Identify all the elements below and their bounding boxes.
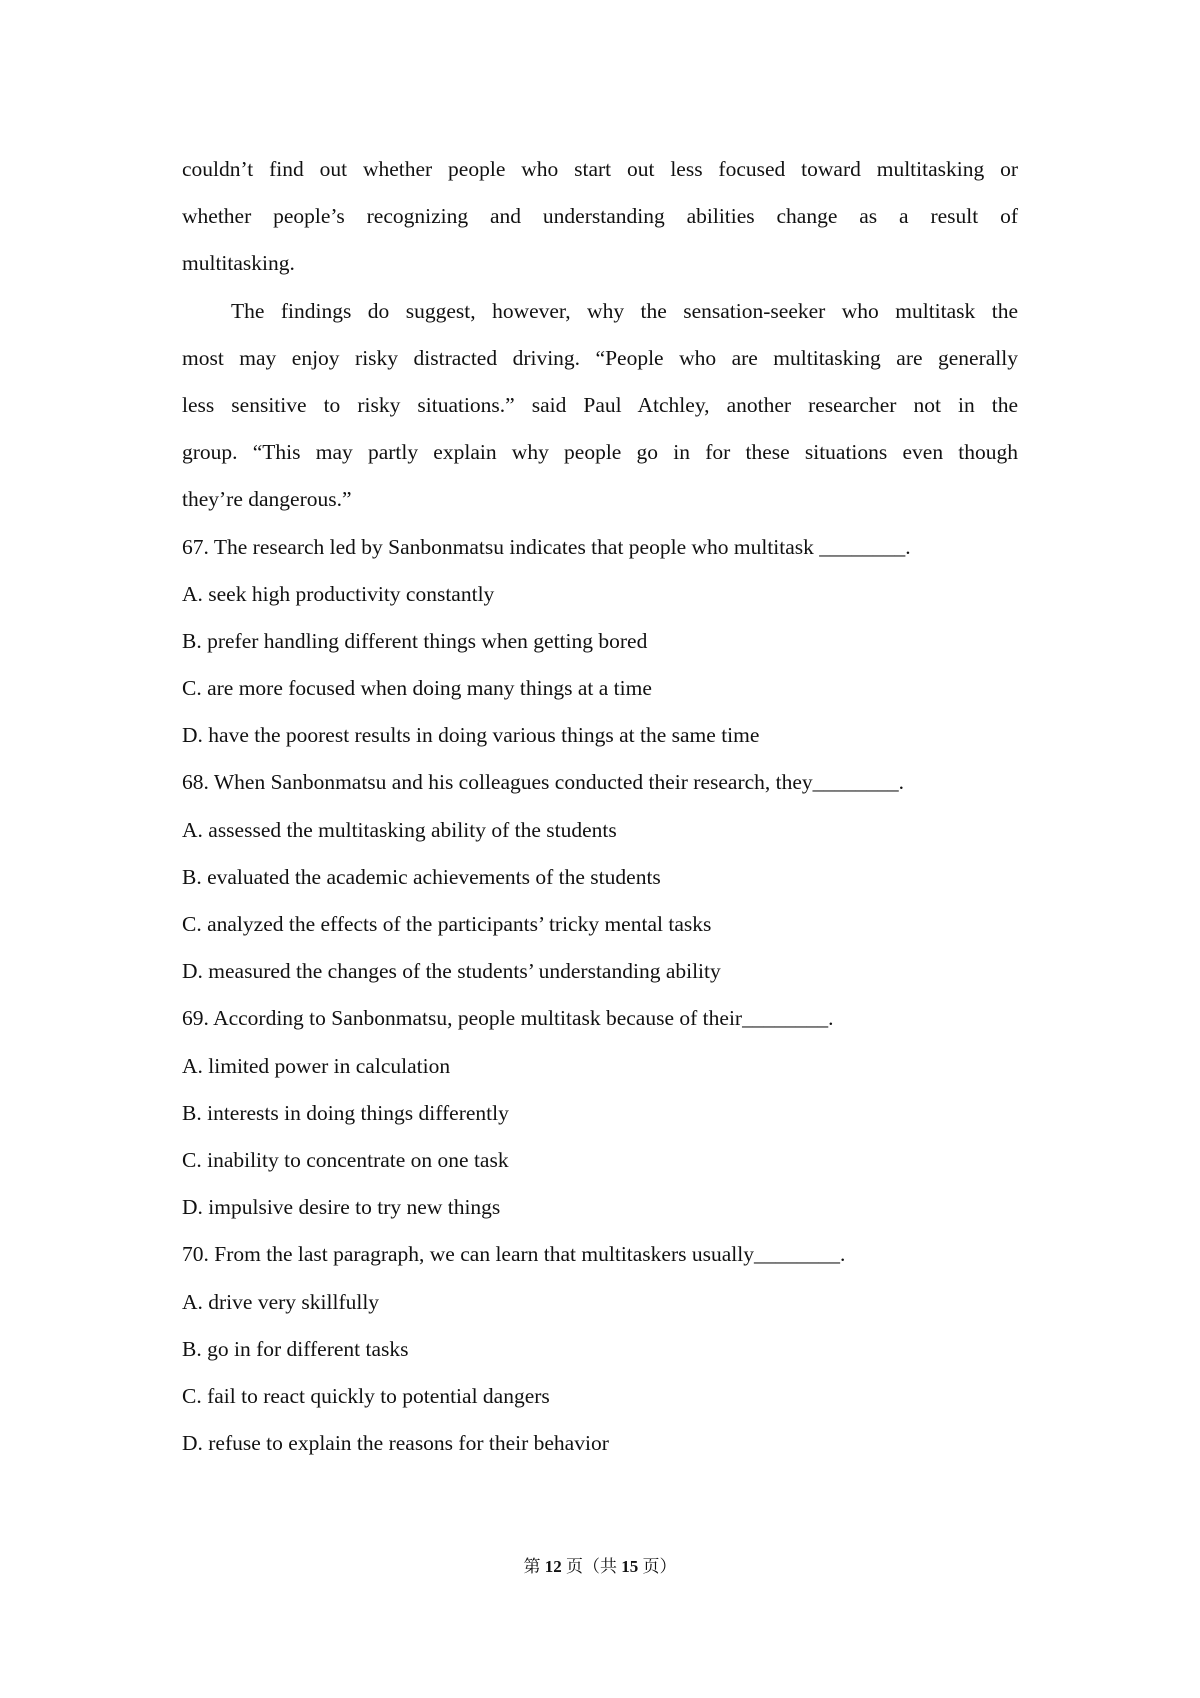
option-b: B. evaluated the academic achievements of the students <box>182 864 661 889</box>
total-page-number: 15 <box>621 1557 639 1576</box>
text-line: couldn’t find out whether people who start out less focused toward multitasking or <box>182 157 1018 181</box>
option-d: D. refuse to explain the reasons for their behavior <box>182 1431 609 1456</box>
option-b: B. go in for different tasks <box>182 1336 409 1361</box>
question-stem: 68. When Sanbonmatsu and his colleagues conducted their research, they________. <box>182 770 905 795</box>
question-68 <box>182 759 1018 995</box>
option-c: C. inability to concentrate on one task <box>182 1147 509 1172</box>
paragraph <box>182 146 1018 288</box>
option-c: C. are more focused when doing many things at a time <box>182 676 652 701</box>
page-content <box>182 146 1018 1467</box>
question-70 <box>182 1231 1018 1467</box>
paragraph <box>182 288 1018 524</box>
option-a: A. seek high productivity constantly <box>182 581 495 606</box>
text-line: less sensitive to risky situations.” said Paul Atchley, another researcher not in the <box>182 392 1018 417</box>
option-a: A. drive very skillfully <box>182 1289 380 1314</box>
text-line: whether people’s recognizing and understanding abilities change as a result of <box>182 204 1018 229</box>
option-c: C. fail to react quickly to potential dangers <box>182 1383 550 1408</box>
question-69 <box>182 995 1018 1231</box>
option-d: D. measured the changes of the students’ understanding ability <box>182 959 721 984</box>
option-b: B. prefer handling different things when getting bored <box>182 628 648 653</box>
text-line: they’re dangerous.” <box>182 487 352 512</box>
text-line: most may enjoy risky distracted driving. “People who are multitasking are generally <box>182 345 1018 370</box>
footer-mid: 页（共 <box>566 1557 617 1576</box>
option-b: B. interests in doing things differently <box>182 1100 509 1125</box>
option-d: D. have the poorest results in doing various things at the same time <box>182 723 760 748</box>
question-stem: 67. The research led by Sanbonmatsu indicates that people who multitask ________. <box>182 534 911 559</box>
footer-prefix: 第 <box>523 1557 541 1576</box>
option-c: C. analyzed the effects of the participants’ tricky mental tasks <box>182 912 712 936</box>
option-d: D. impulsive desire to try new things <box>182 1195 501 1220</box>
text-line: multitasking. <box>182 251 295 276</box>
text-line: The findings do suggest, however, why the sensation-seeker who multitask the <box>231 298 1018 323</box>
option-a: A. assessed the multitasking ability of the students <box>182 817 617 842</box>
question-67 <box>182 524 1018 760</box>
question-stem: 70. From the last paragraph, we can learn that multitaskers usually________. <box>182 1242 846 1267</box>
footer-suffix: 页） <box>642 1557 677 1576</box>
question-stem: 69. According to Sanbonmatsu, people multitask because of their________. <box>182 1006 834 1031</box>
page-footer <box>0 1552 1200 1577</box>
text-line: group. “This may partly explain why people go in for these situations even though <box>182 440 1018 465</box>
current-page-number: 12 <box>544 1557 562 1576</box>
option-a: A. limited power in calculation <box>182 1053 451 1078</box>
